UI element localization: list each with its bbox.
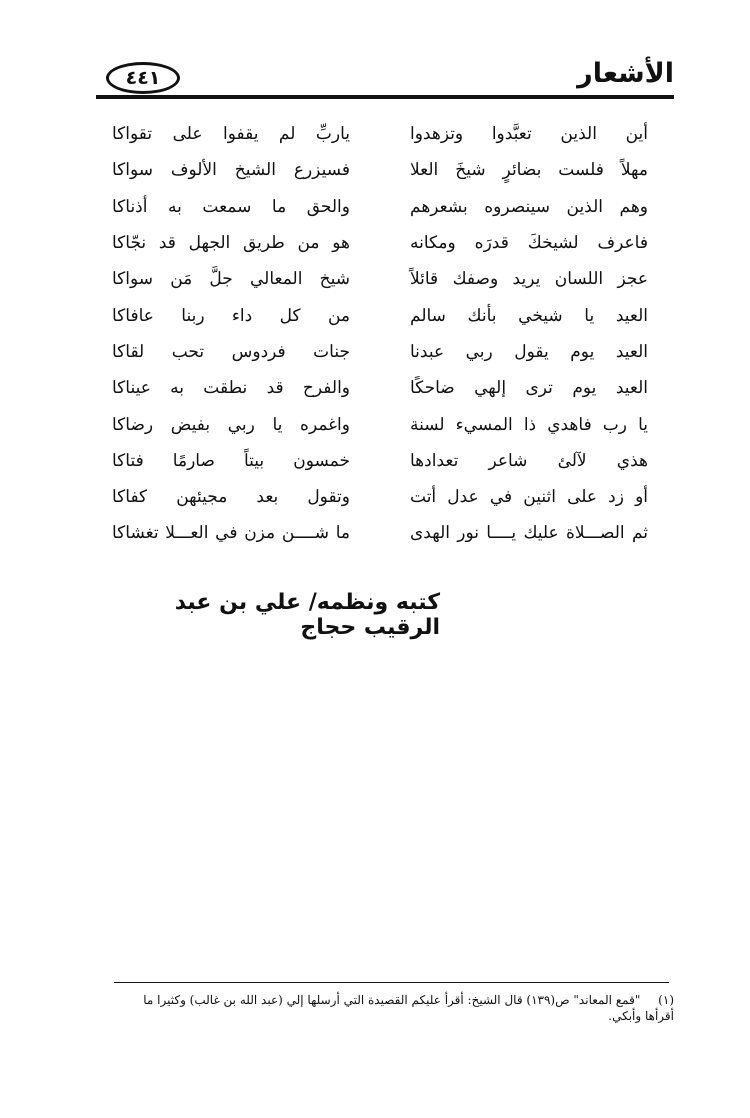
verse-first-hemistich: هذي لآلئ شاعر تعدادها [410, 450, 648, 471]
verse [112, 334, 648, 370]
verse-second-hemistich: واغمره يا ربي بفيض رضاكا [112, 414, 350, 435]
page-title: الأشعار [577, 58, 674, 89]
header-rule [96, 95, 674, 99]
verse-second-hemistich: والفرح قد نطقت به عيناكا [112, 378, 350, 399]
author-signature: كتبه ونظمه/ علي بن عبد الرقيب حجاج [174, 590, 440, 640]
footnote [114, 992, 674, 1024]
verse [112, 370, 648, 406]
verse-second-hemistich: ياربِّ لم يقفوا على تقواكا [112, 124, 350, 145]
footnote-rule [114, 982, 669, 983]
verse-second-hemistich: وتقول بعد مجيئهن كفاكا [112, 487, 350, 508]
verse-first-hemistich: يا رب فاهدي ذا المسيء لسنة [410, 414, 648, 435]
verse-first-hemistich: العيد يوم يقول ربي عبدنا [410, 341, 648, 362]
verse-second-hemistich: شيخ المعالي جلَّ مَن سواكا [112, 269, 350, 290]
verse [112, 479, 648, 515]
verse-first-hemistich: العيد يا شيخي بأنك سالم [410, 305, 648, 326]
verse-first-hemistich: أو زد على اثنين في عدل أتت [410, 487, 648, 508]
footnote-text: "قمع المعاند" ص(١٣٩) قال الشيخ: أقرأ عليكم القصيدة التي أرسلها إلي (عبد الله بن غالب) وكثيرا ما أقرأها وأبكي. [143, 993, 674, 1023]
page-header [96, 54, 674, 100]
verse [112, 116, 648, 152]
verse-second-hemistich: فسيزرع الشيخ الألوف سواكا [112, 160, 350, 181]
verse-first-hemistich: فاعرف لشيخكَ قدرَه ومكانه [410, 233, 648, 254]
verse-second-hemistich: ما شــــن مزن في العـــلا تغشاكا [112, 523, 350, 544]
verse [112, 225, 648, 261]
verse-second-hemistich: من كل داء ربنا عافاكا [112, 305, 350, 326]
verse-first-hemistich: وهم الذين سينصروه بشعرهم [410, 196, 648, 217]
verse-first-hemistich: مهلاً فلست بضائرٍ شيخَ العلا [410, 160, 648, 181]
verse-second-hemistich: جنات فردوس تحب لقاكا [112, 341, 350, 362]
verse [112, 189, 648, 225]
footnote-marker: (١) [658, 993, 674, 1007]
verse-second-hemistich: هو من طريق الجهل قد نجّاكا [112, 233, 350, 254]
page-number: ٤٤١ [106, 62, 180, 94]
verse-first-hemistich: ثم الصـــلاة عليك يــــا نور الهدى [410, 523, 648, 544]
verse-first-hemistich: العيد يوم ترى إلهي ضاحكًا [410, 378, 648, 399]
verse [112, 152, 648, 188]
poem [112, 116, 648, 552]
verse-second-hemistich: والحق ما سمعت به أذناكا [112, 196, 350, 217]
verse-second-hemistich: خمسون بيتاً صارمًا فتاكا [112, 450, 350, 471]
verse [112, 297, 648, 333]
verse-first-hemistich: عجز اللسان يريد وصفك قائلاً [410, 269, 648, 290]
verse [112, 406, 648, 442]
verse [112, 443, 648, 479]
verse-first-hemistich: أين الذين تعبَّدوا وتزهدوا [410, 124, 648, 145]
verse [112, 261, 648, 297]
verse [112, 515, 648, 551]
